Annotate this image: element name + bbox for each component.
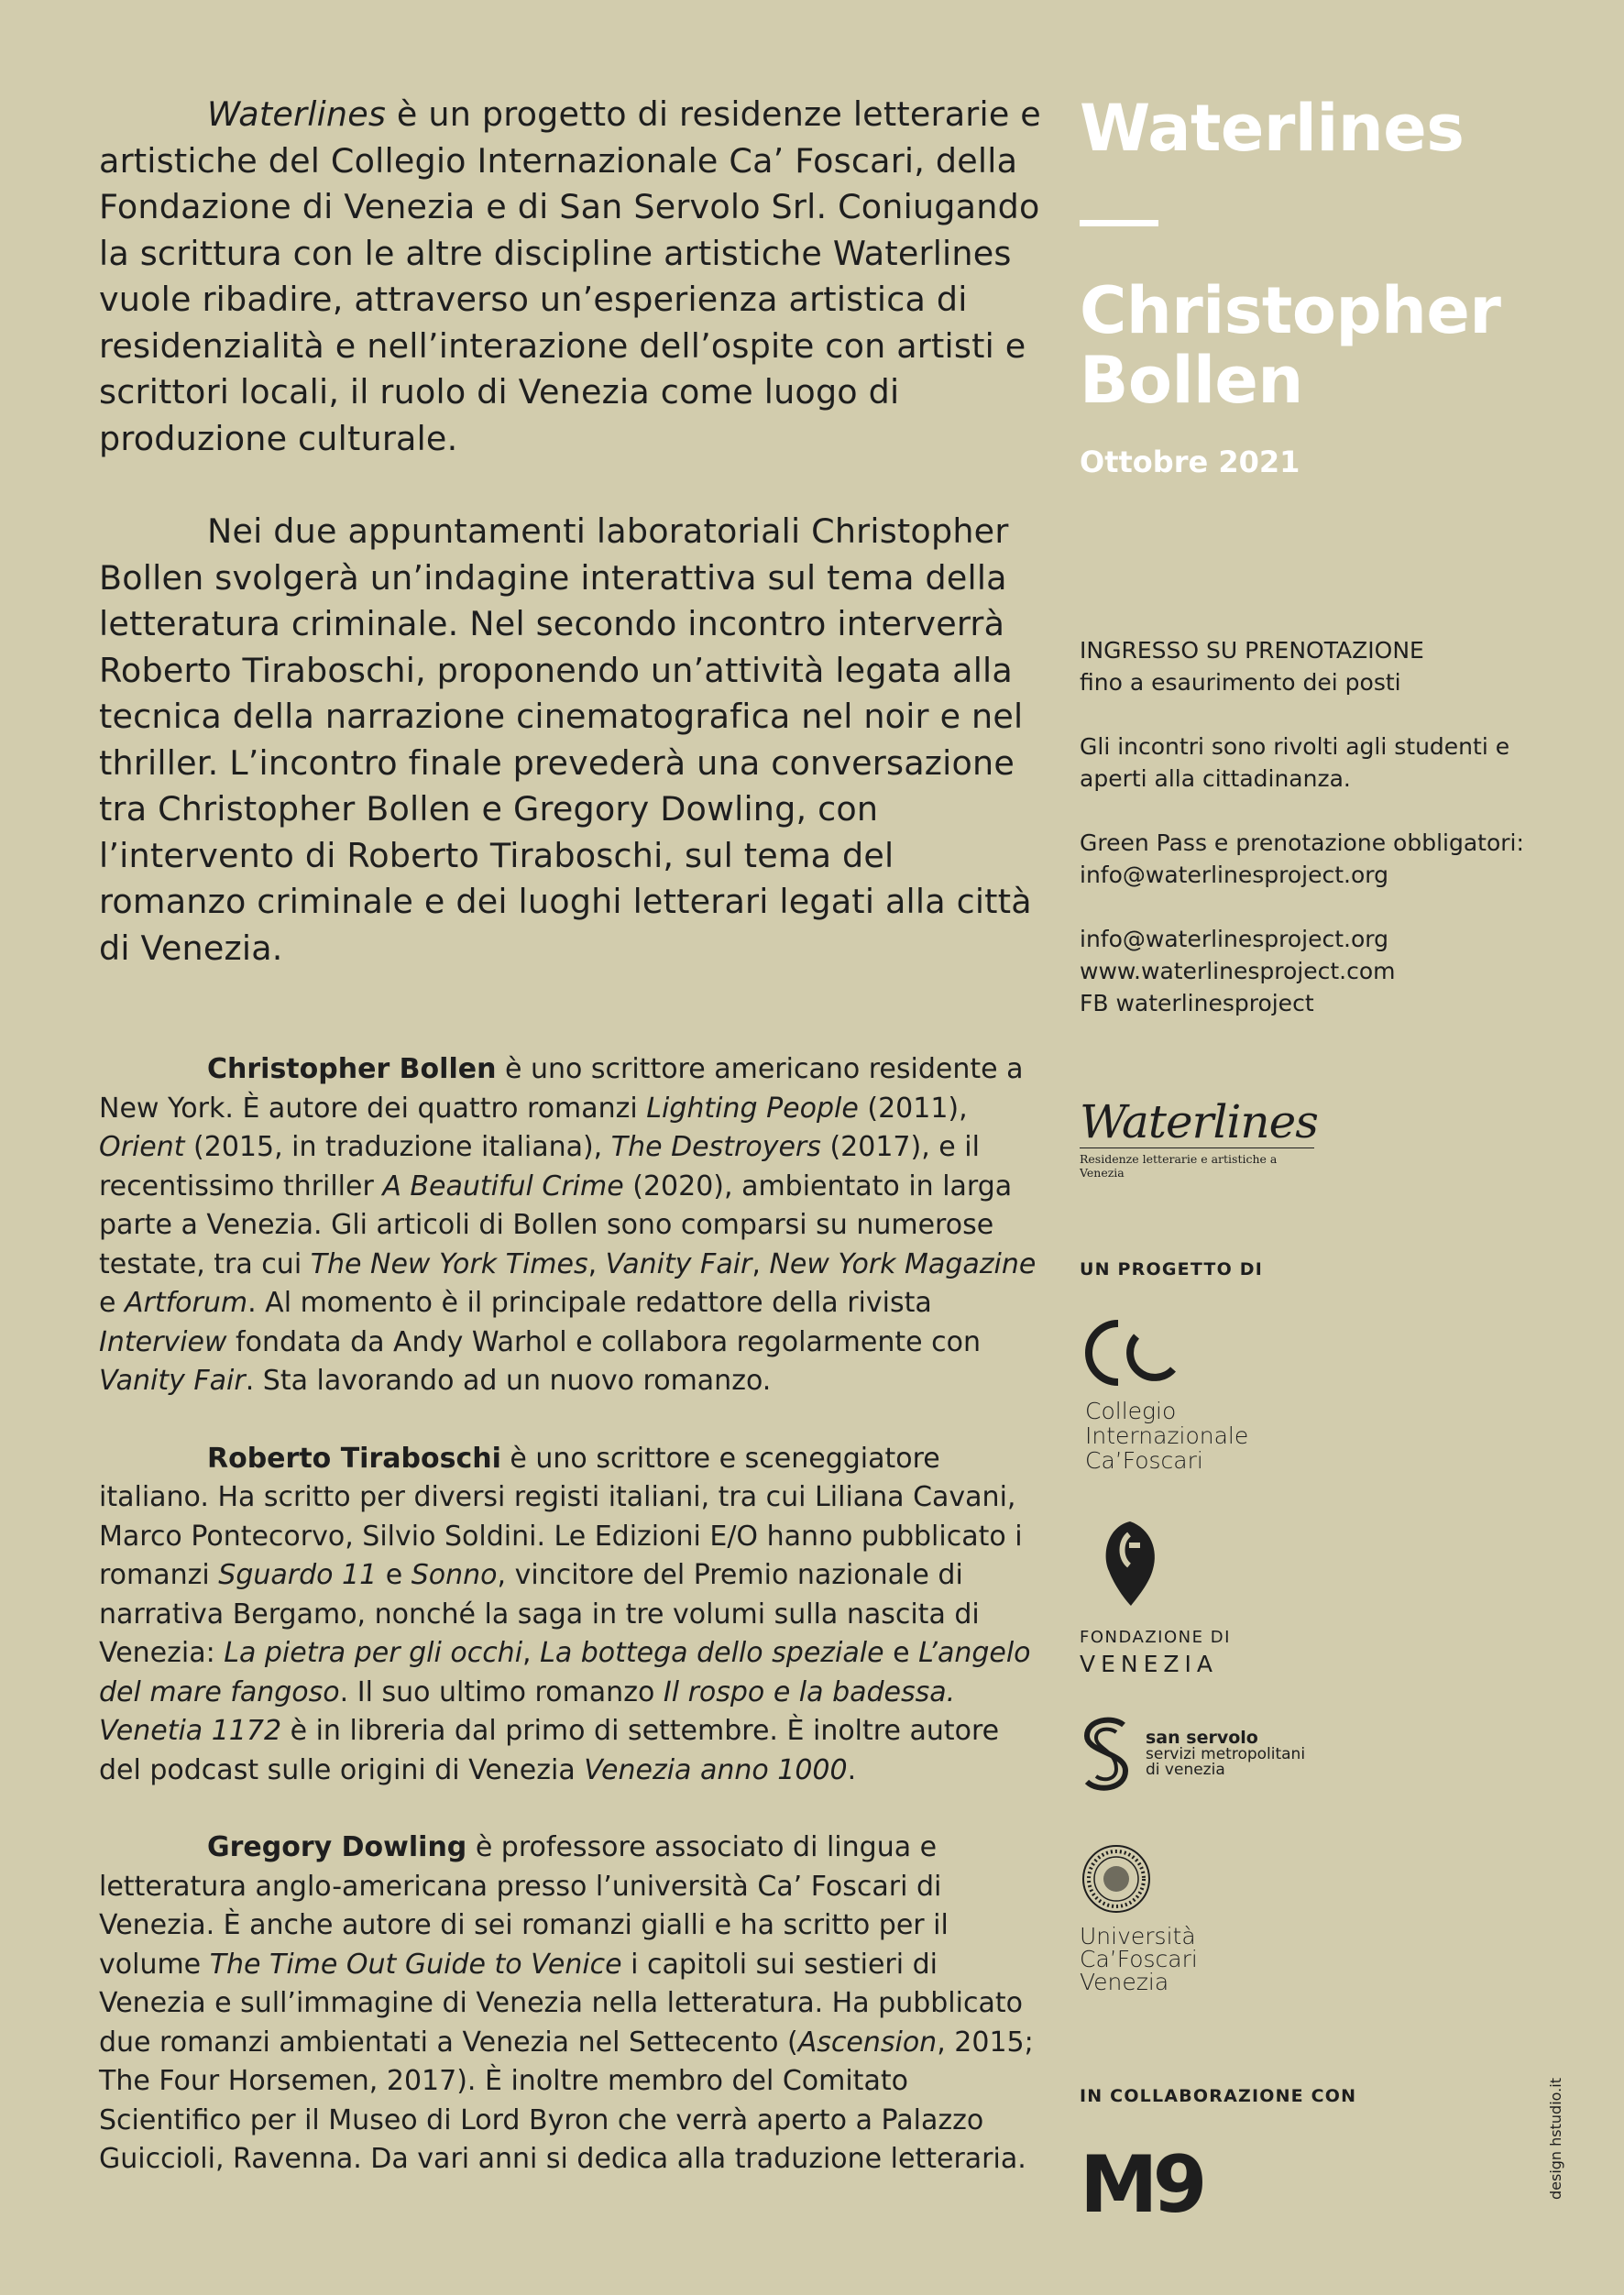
- bio-dowling: Gregory Dowling è professore associato di lingua e letteratura anglo-americana presso l’università Ca’ Foscari di Venezia. È anche autore di sei romanzi gialli e ha scritto per il volume The Time Out Guide to Venice i capitoli sui sestieri di Venezia e sull’immagine di Venezia nella letteratura. Ha pubblicato due romanzi ambientati a Venezia nel Settecento (Ascension, 2015; The Four Horsemen, 2017). È inoltre membro del Comitato Scientifico per il Museo di Lord Byron che verrà aperto a Palazzo Guiccioli, Ravenna. Da vari anni si dedica alla traduzione letteraria.: [99, 1831, 1034, 2175]
- audience-info: Gli incontri sono rivolti agli studenti e aperti alla cittadinanza.: [1080, 733, 1510, 792]
- greenpass-info: Green Pass e prenotazione obbligatori: info@waterlinesproject.org: [1080, 827, 1593, 891]
- event-date: Ottobre 2021: [1080, 445, 1300, 479]
- intro-paragraph-1: Waterlines è un progetto di residenze letterarie e artistiche del Collegio Internazionale Ca’ Foscari, della Fondazione di Venezia e di San Servolo Srl. Coniugando la scrittura con le altre discipline artistiche Waterlines vuole ribadire, attraverso un’esperienza artistica di residenzialità e nell’interazione dell’ospite con artisti e scrittori locali, il ruolo di Venezia come luogo di produzione culturale.: [99, 94, 1041, 458]
- event-title: Waterlines: [1080, 91, 1465, 166]
- title-divider: [1080, 220, 1158, 226]
- event-info: [1080, 634, 1593, 1019]
- bio-tiraboschi: Roberto Tiraboschi è uno scrittore e sceneggiatore italiano. Ha scritto per diversi registi italiani, tra cui Liliana Cavani, Marco Pontecorvo, Silvio Soldini. Le Edizioni E/O hanno pubblicato i romanzi Sguardo 11 e Sonno, vincitore del Premio nazionale di narrativa Bergamo, nonché la saga in tre volumi sulla nascita di Venezia: La pietra per gli occhi, La bottega dello speziale e L’angelo del mare fangoso. Il suo ultimo romanzo Il rospo e la badessa. Venetia 1172 è in libreria dal primo di settembre. È inoltre autore del podcast sulle origini di Venezia Venezia anno 1000.: [99, 1442, 1031, 1786]
- waterlines-logo: Waterlines Residenze letterarie e artistiche a Venezia: [1080, 1095, 1318, 1180]
- universita-ca-foscari-logo: Università Ca’Foscari Venezia: [1080, 1842, 1198, 1993]
- main-text-column: [99, 92, 1043, 2180]
- greenpass-email-link[interactable]: info@waterlinesproject.org: [1080, 862, 1388, 888]
- author-name: Christopher Bollen: [1080, 273, 1501, 418]
- bios-section: [99, 1050, 1043, 2180]
- intro-paragraph-2: Nei due appuntamenti laboratoriali Christopher Bollen svolgerà un’indagine interattiva sul tema della letteratura criminale. Nel secondo incontro interverrà Roberto Tiraboschi, proponendo un’attività legata alla tecnica della narrazione cinematografica nel noir e nel thriller. L’incontro finale prevederà una conversazione tra Christopher Bollen e Gregory Dowling, con l’intervento di Roberto Tiraboschi, sul tema del romanzo criminale e dei luoghi letterari legati alla città di Venezia.: [99, 511, 1032, 968]
- contact-info: [1080, 923, 1593, 1019]
- intro-section: [99, 92, 1043, 972]
- san-servolo-logo: san servolo servizi metropolitani di venezia: [1080, 1716, 1305, 1793]
- collegio-internazionale-logo: Collegio Internazionale Ca’Foscari: [1080, 1316, 1248, 1473]
- bio-bollen: Christopher Bollen è uno scrittore americano residente a New York. È autore dei quattro romanzi Lighting People (2011), Orient (2015, in traduzione italiana), The Destroyers (2017), e il recentissimo thriller A Beautiful Crime (2020), ambientato in larga parte a Venezia. Gli articoli di Bollen sono comparsi su numerose testate, tra cui The New York Times, Vanity Fair, New York Magazine e Artforum. Al momento è il principale redattore della rivista Interview fondata da Andy Warhol e collabora regolarmente con Vanity Fair. Sta lavorando ad un nuovo romanzo.: [99, 1053, 1037, 1397]
- m9-logo: M9: [1080, 2139, 1202, 2231]
- entry-info: INGRESSO SU PRENOTAZIONE fino a esaurimento dei posti: [1080, 637, 1424, 696]
- design-credit: design hstudio.it: [1547, 2078, 1564, 2200]
- fondazione-mark-icon: [1080, 1518, 1180, 1609]
- contact-facebook-link[interactable]: FB waterlinesproject: [1080, 990, 1314, 1016]
- contact-website-link[interactable]: www.waterlinesproject.com: [1080, 958, 1396, 984]
- cic-mark-icon: [1080, 1316, 1180, 1389]
- collaboration-label: IN COLLABORAZIONE CON: [1080, 2086, 1357, 2106]
- university-seal-icon: [1080, 1842, 1153, 1916]
- san-servolo-s-icon: [1080, 1716, 1133, 1793]
- event-header: [1080, 92, 1593, 479]
- project-label: UN PROGETTO DI: [1080, 1259, 1263, 1279]
- fondazione-venezia-logo: FONDAZIONE DI VENEZIA: [1080, 1518, 1231, 1677]
- contact-email-link[interactable]: info@waterlinesproject.org: [1080, 926, 1388, 952]
